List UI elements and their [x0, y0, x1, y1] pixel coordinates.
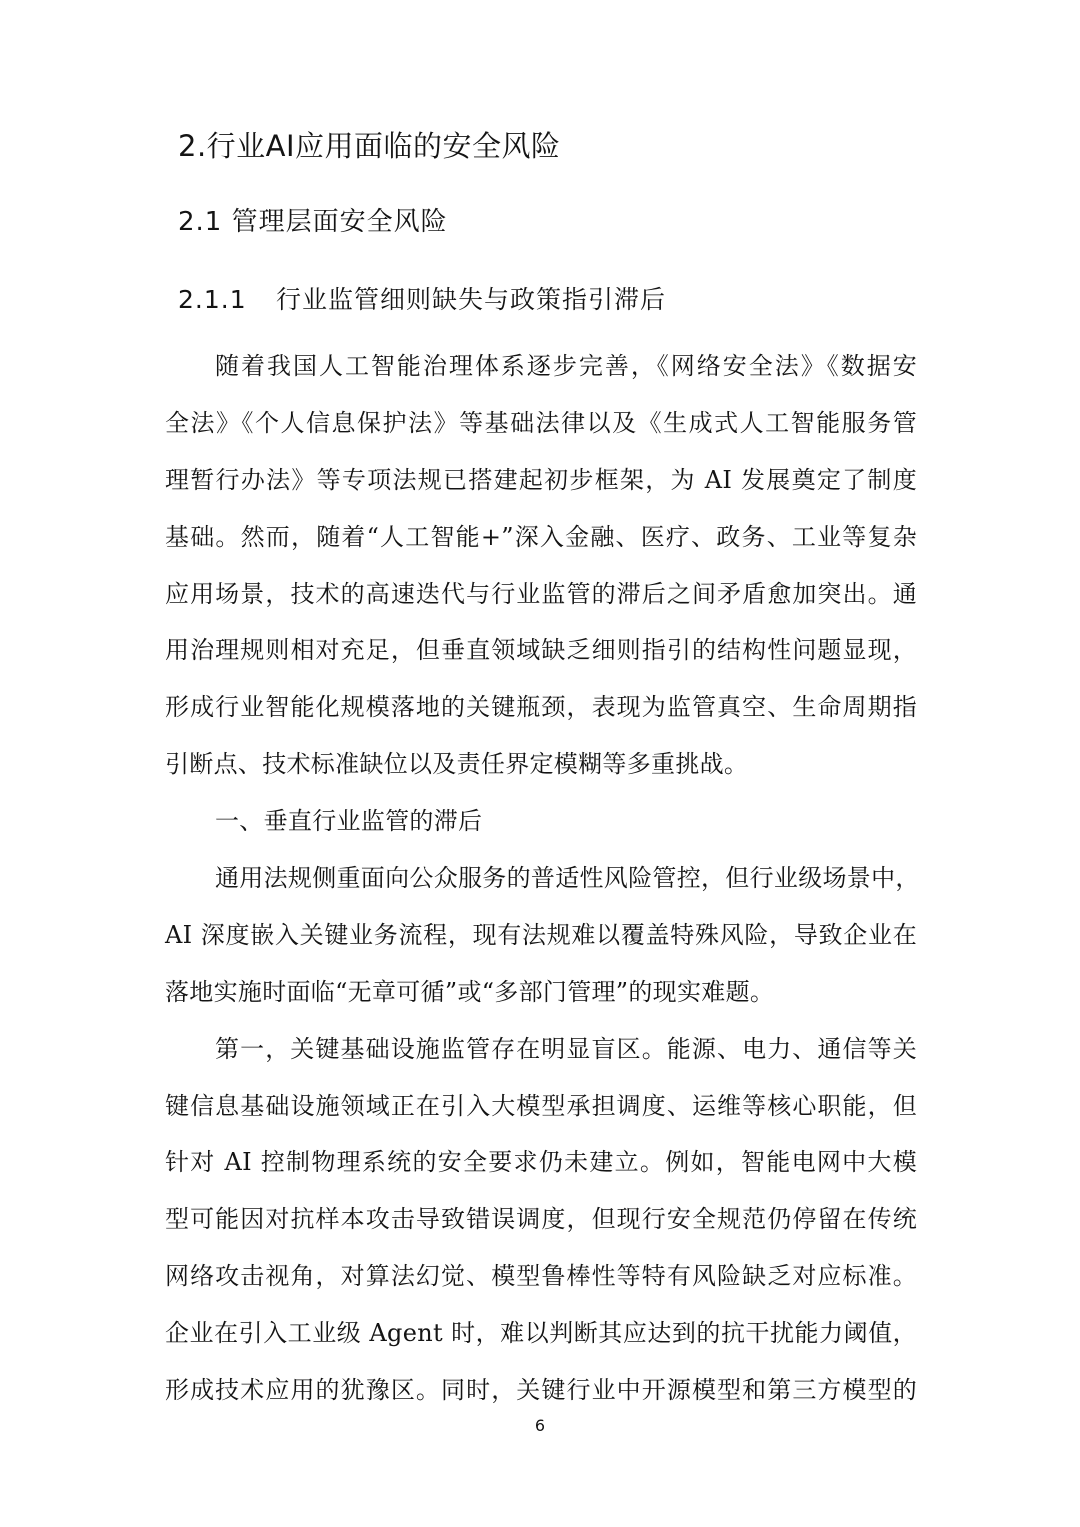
- paragraph-line: 引断点、技术标准缺位以及责任界定模糊等多重挑战。: [165, 750, 749, 779]
- paragraph-line: 全法》《个人信息保护法》等基础法律以及《生成式人工智能服务管: [165, 408, 917, 437]
- paragraph-line: 形成技术应用的犹豫区。同时，关键行业中开源模型和第三方模型的: [165, 1376, 917, 1405]
- paragraph-line: AI 深度嵌入关键业务流程，现有法规难以覆盖特殊风险，导致企业在: [165, 920, 917, 949]
- paragraph-line: 理暂行办法》等专项法规已搭建起初步框架，为 AI 发展奠定了制度: [165, 465, 917, 494]
- heading-section-2: 2.行业AI应用面临的安全风险: [178, 129, 561, 163]
- paragraph-line: 形成行业智能化规模落地的关键瓶颈，表现为监管真空、生命周期指: [165, 693, 917, 722]
- paragraph-line: 第一，关键基础设施监管存在明显盲区。能源、电力、通信等关: [215, 1034, 917, 1063]
- paragraph-line: 用治理规则相对充足，但垂直领域缺乏细则指引的结构性问题显现，: [165, 636, 917, 665]
- paragraph-line: 应用场景，技术的高速迭代与行业监管的滞后之间矛盾愈加突出。通: [165, 579, 917, 608]
- paragraph-line: 键信息基础设施领域正在引入大模型承担调度、运维等核心职能，但: [165, 1091, 917, 1120]
- paragraph-line: 型可能因对抗样本攻击导致错误调度，但现行安全规范仍停留在传统: [165, 1205, 917, 1234]
- paragraph-line: 针对 AI 控制物理系统的安全要求仍未建立。例如，智能电网中大模: [165, 1148, 917, 1177]
- paragraph-line: 通用法规侧重面向公众服务的普适性风险管控，但行业级场景中，: [215, 864, 920, 893]
- heading-section-2-1: 2.1 管理层面安全风险: [178, 207, 448, 237]
- page-number: 6: [534, 1416, 546, 1435]
- heading-number: 2.1.1: [178, 285, 247, 314]
- body-text: [165, 338, 920, 1419]
- paragraph-line: 网络攻击视角，对算法幻觉、模型鲁棒性等特有风险缺乏对应标准。: [165, 1262, 917, 1291]
- paragraph-line: 基础。然而，随着“人工智能+”深入金融、医疗、政务、工业等复杂: [165, 522, 917, 551]
- paragraph-line: 随着我国人工智能治理体系逐步完善，《网络安全法》《数据安: [215, 352, 917, 380]
- heading-title: 行业监管细则缺失与政策指引滞后: [276, 285, 667, 314]
- heading-section-2-1-1: [178, 278, 666, 322]
- subheading-line: 一、垂直行业监管的滞后: [215, 807, 483, 836]
- paragraph-line: 落地实施时面临“无章可循”或“多部门管理”的现实难题。: [165, 977, 775, 1006]
- paragraph-line: 企业在引入工业级 Agent 时，难以判断其应达到的抗干扰能力阈值，: [165, 1319, 917, 1348]
